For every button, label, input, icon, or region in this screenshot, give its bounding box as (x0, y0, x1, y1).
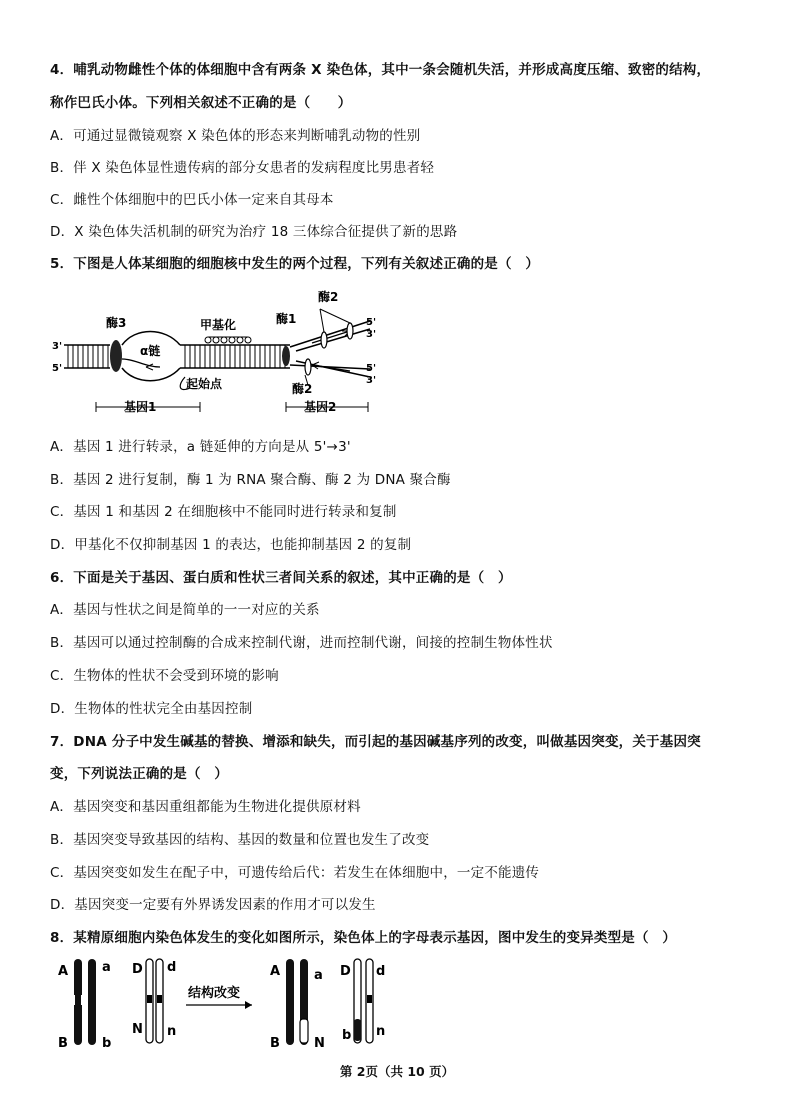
before-chromosome-2 (88, 959, 96, 1045)
page-footer: 第 2页（共 10 页） (339, 1064, 455, 1079)
q4-stem-line1: 4．哺乳动物雌性个体的体细胞中含有两条 X 染色体，其中一条会随机失活，并形成高度压缩、致密的结构， (50, 62, 711, 78)
q4-stem-line2: 称作巴氏小体。下列相关叙述不正确的是（ ） (50, 95, 352, 111)
chromosome-variation-diagram (50, 955, 410, 1055)
label-gene1: 基因1 (124, 400, 157, 414)
arrow-label: 结构改变 (188, 986, 241, 1001)
q7-stem-line1: 7．DNA 分子中发生碱基的替换、增添和缺失，而引起的基因碱基序列的改变，叫做基因突变，关于基因突 (50, 734, 701, 750)
label-start-point: 起始点 (186, 377, 223, 391)
after-chromosome-4 (366, 959, 373, 1043)
before-gene-B: B (58, 1036, 68, 1051)
label-enzyme2-bottom: 酶2 (292, 382, 313, 396)
q6-stem: 6．下面是关于基因、蛋白质和性状三者间关系的叙述，其中正确的是（ ） (50, 570, 512, 586)
label-right-3prime-b: 3' (366, 375, 377, 386)
before-gene-D: D (132, 962, 143, 977)
before-gene-n: n (167, 1024, 177, 1039)
enzyme2-top-shape-1 (321, 332, 327, 348)
q6-option-d: D．生物体的性状完全由基因控制 (50, 701, 253, 717)
enzyme2-bottom-shape (305, 359, 311, 375)
after-gene-b: b (342, 1028, 352, 1043)
before-chromosome-3 (146, 959, 153, 1043)
after-gene-a: a (314, 968, 323, 983)
before-chromosome-4 (156, 959, 163, 1043)
q5-option-d: D．甲基化不仅抑制基因 1 的表达，也能抑制基因 2 的复制 (50, 537, 412, 553)
after-chromosome-1 (286, 959, 294, 1045)
before-chromosome-1 (73, 959, 83, 1045)
before-gene-a: a (102, 960, 111, 975)
before-gene-N: N (132, 1022, 143, 1037)
after-chromosome-3 (354, 959, 361, 1043)
label-left-3prime: 3' (52, 341, 63, 352)
label-enzyme3: 酶3 (106, 316, 127, 330)
after-chromosome-2 (300, 959, 308, 1045)
before-gene-b: b (102, 1036, 112, 1051)
after-gene-B: B (270, 1036, 280, 1051)
q7-option-c: C．基因突变如发生在配子中，可遗传给后代：若发生在体细胞中，一定不能遗传 (50, 865, 540, 881)
q4-option-b: B．伴 X 染色体显性遗传病的部分女患者的发病程度比男患者轻 (50, 160, 435, 176)
label-enzyme2-top: 酶2 (318, 290, 339, 304)
enzyme3-shape (110, 340, 122, 372)
q6-option-b: B．基因可以通过控制酶的合成来控制代谢，进而控制代谢，间接的控制生物体性状 (50, 635, 553, 651)
q5-stem: 5．下图是人体某细胞的细胞核中发生的两个过程，下列有关叙述正确的是（ ） (50, 256, 540, 272)
label-left-5prime: 5' (52, 363, 63, 374)
after-gene-D: D (340, 964, 351, 979)
q5-option-b: B．基因 2 进行复制，酶 1 为 RNA 聚合酶、酶 2 为 DNA 聚合酶 (50, 472, 451, 488)
enzyme1-shape (282, 346, 290, 366)
label-gene2: 基因2 (304, 400, 337, 414)
label-right-5prime-b: 5' (366, 363, 377, 374)
q6-option-c: C．生物体的性状不会受到环境的影响 (50, 668, 279, 684)
q7-option-a: A．基因突变和基因重组都能为生物进化提供原材料 (50, 799, 361, 815)
label-alpha-chain: α链 (140, 344, 161, 358)
q7-stem-line2: 变，下列说法正确的是（ ） (50, 766, 229, 782)
after-gene-N: N (314, 1036, 325, 1051)
q7-option-b: B．基因突变导致基因的结构、基因的数量和位置也发生了改变 (50, 832, 430, 848)
q4-option-a: A．可通过显微镜观察 X 染色体的形态来判断哺乳动物的性别 (50, 128, 421, 144)
after-gene-d: d (376, 964, 386, 979)
after-gene-n: n (376, 1024, 386, 1039)
methyl-groups (205, 337, 251, 343)
label-right-3prime-a: 3' (366, 329, 377, 340)
transcription-replication-diagram (50, 285, 390, 425)
q6-option-a: A．基因与性状之间是简单的一一对应的关系 (50, 602, 320, 618)
enzyme2-top-shape-2 (347, 323, 353, 339)
q4-option-d: D．X 染色体失活机制的研究为治疗 18 三体综合征提供了新的思路 (50, 224, 458, 240)
q5-option-c: C．基因 1 和基因 2 在细胞核中不能同时进行转录和复制 (50, 504, 397, 520)
label-enzyme1: 酶1 (276, 312, 297, 326)
q7-option-d: D．基因突变一定要有外界诱发因素的作用才可以发生 (50, 897, 376, 913)
before-gene-d: d (167, 960, 177, 975)
q5-figure (50, 285, 390, 425)
label-right-5prime-a: 5' (366, 317, 377, 328)
q5-option-a: A．基因 1 进行转录，a 链延伸的方向是从 5'→3' (50, 439, 351, 455)
before-gene-A: A (58, 964, 69, 979)
q8-stem: 8．某精原细胞内染色体发生的变化如图所示，染色体上的字母表示基因，图中发生的变异类型是（ ） (50, 930, 677, 946)
q8-figure (50, 955, 410, 1055)
after-gene-A: A (270, 964, 281, 979)
label-methylation: 甲基化 (200, 318, 237, 332)
q4-option-c: C．雌性个体细胞中的巴氏小体一定来自其母本 (50, 192, 334, 208)
